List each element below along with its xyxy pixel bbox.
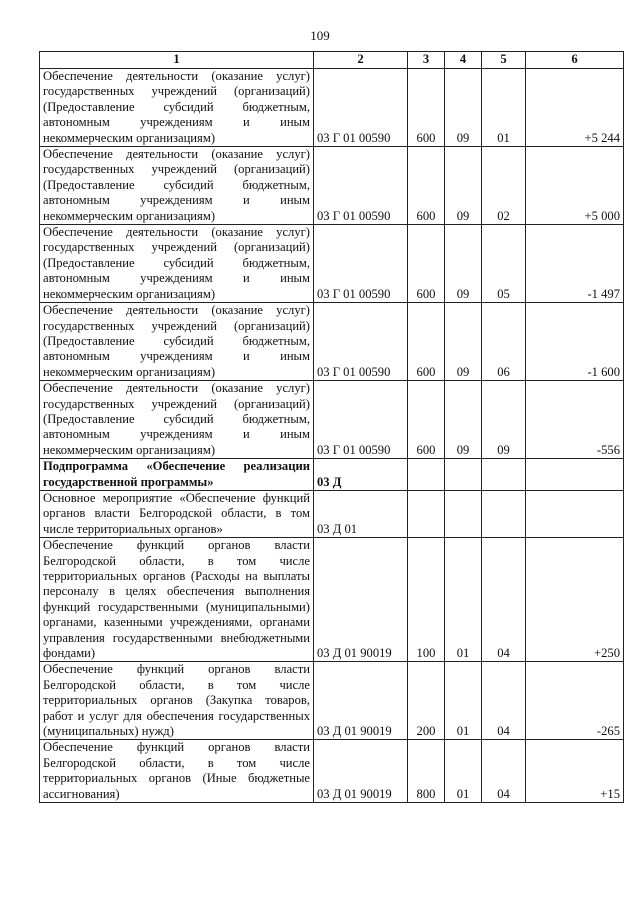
row-expense-type: 100: [408, 538, 445, 662]
row-expense-type: 200: [408, 662, 445, 740]
row-description: Обеспечение деятельности (оказание услуг) государственных учреждений (организаций) (Предоставление субсидий бюджетным, автономным учреждениям и иным некоммерческим организациям): [40, 69, 314, 147]
row-section: 01: [445, 662, 482, 740]
row-description: Обеспечение деятельности (оказание услуг) государственных учреждений (организаций) (Предоставление субсидий бюджетным, автономным учреждениям и иным некоммерческим организациям): [40, 225, 314, 303]
row-section: 09: [445, 225, 482, 303]
row-subsection: [482, 459, 526, 491]
table-row: [40, 490, 624, 537]
column-header-6: 6: [526, 52, 624, 69]
table-row: [40, 740, 624, 803]
table-row: [40, 303, 624, 381]
row-section: [445, 459, 482, 491]
row-target-code: 03 Г 01 00590: [314, 225, 408, 303]
row-target-code: 03 Д 01 90019: [314, 538, 408, 662]
row-description: Обеспечение функций органов власти Белгородской области, в том числе территориальных органов (Иные бюджетные ассигнования): [40, 740, 314, 803]
row-amount: -556: [526, 381, 624, 459]
row-amount: -265: [526, 662, 624, 740]
table-row: [40, 381, 624, 459]
row-expense-type: 600: [408, 381, 445, 459]
row-expense-type: 600: [408, 303, 445, 381]
row-target-code: 03 Д 01 90019: [314, 740, 408, 803]
column-header-1: 1: [40, 52, 314, 69]
row-section: 09: [445, 147, 482, 225]
row-description: Обеспечение деятельности (оказание услуг) государственных учреждений (организаций) (Предоставление субсидий бюджетным, автономным учреждениям и иным некоммерческим организациям): [40, 381, 314, 459]
row-target-code: 03 Д 01 90019: [314, 662, 408, 740]
row-subsection: 02: [482, 147, 526, 225]
row-amount: +5 000: [526, 147, 624, 225]
row-expense-type: 600: [408, 147, 445, 225]
row-subsection: 04: [482, 662, 526, 740]
row-description: Подпрограмма «Обеспечение реализации государственной программы»: [40, 459, 314, 491]
row-target-code: 03 Г 01 00590: [314, 147, 408, 225]
row-subsection: 04: [482, 538, 526, 662]
row-section: 01: [445, 740, 482, 803]
row-subsection: 01: [482, 69, 526, 147]
table-row: [40, 538, 624, 662]
table-row: [40, 225, 624, 303]
row-amount: -1 600: [526, 303, 624, 381]
row-section: 09: [445, 381, 482, 459]
row-description: Обеспечение деятельности (оказание услуг) государственных учреждений (организаций) (Предоставление субсидий бюджетным, автономным учреждениям и иным некоммерческим организациям): [40, 303, 314, 381]
row-expense-type: 600: [408, 225, 445, 303]
row-amount: -1 497: [526, 225, 624, 303]
row-section: 01: [445, 538, 482, 662]
row-target-code: 03 Г 01 00590: [314, 303, 408, 381]
table-header-row: [40, 52, 624, 69]
row-subsection: 05: [482, 225, 526, 303]
row-expense-type: [408, 459, 445, 491]
page-number: 109: [310, 28, 330, 43]
row-subsection: [482, 490, 526, 537]
row-expense-type: 600: [408, 69, 445, 147]
row-section: 09: [445, 69, 482, 147]
row-target-code: 03 Г 01 00590: [314, 381, 408, 459]
table-row: [40, 662, 624, 740]
row-description: Обеспечение деятельности (оказание услуг) государственных учреждений (организаций) (Предоставление субсидий бюджетным, автономным учреждениям и иным некоммерческим организациям): [40, 147, 314, 225]
row-description: Обеспечение функций органов власти Белгородской области, в том числе территориальных органов (Закупка товаров, работ и услуг для обеспечения государственных (муниципальных) нужд): [40, 662, 314, 740]
column-header-3: 3: [408, 52, 445, 69]
column-header-4: 4: [445, 52, 482, 69]
row-subsection: 06: [482, 303, 526, 381]
row-description: Обеспечение функций органов власти Белгородской области, в том числе территориальных органов (Расходы на выплаты персоналу в целях обеспечения выполнения функций государственными (муниципальными) органами, казенными учреждениями, органами управления государственными внебюджетными фондами): [40, 538, 314, 662]
column-header-5: 5: [482, 52, 526, 69]
row-target-code: 03 Г 01 00590: [314, 69, 408, 147]
table-row-subprogram: [40, 459, 624, 491]
budget-table: [39, 51, 624, 803]
table-row: [40, 147, 624, 225]
row-expense-type: 800: [408, 740, 445, 803]
row-amount: +250: [526, 538, 624, 662]
row-target-code: 03 Д 01: [314, 490, 408, 537]
row-subsection: 04: [482, 740, 526, 803]
row-expense-type: [408, 490, 445, 537]
row-section: 09: [445, 303, 482, 381]
row-description: Основное мероприятие «Обеспечение функций органов власти Белгородской области, в том числе территориальных органов»: [40, 490, 314, 537]
row-amount: [526, 459, 624, 491]
row-target-code: 03 Д: [314, 459, 408, 491]
column-header-2: 2: [314, 52, 408, 69]
row-subsection: 09: [482, 381, 526, 459]
row-amount: [526, 490, 624, 537]
row-amount: +15: [526, 740, 624, 803]
row-amount: +5 244: [526, 69, 624, 147]
table-row: [40, 69, 624, 147]
row-section: [445, 490, 482, 537]
